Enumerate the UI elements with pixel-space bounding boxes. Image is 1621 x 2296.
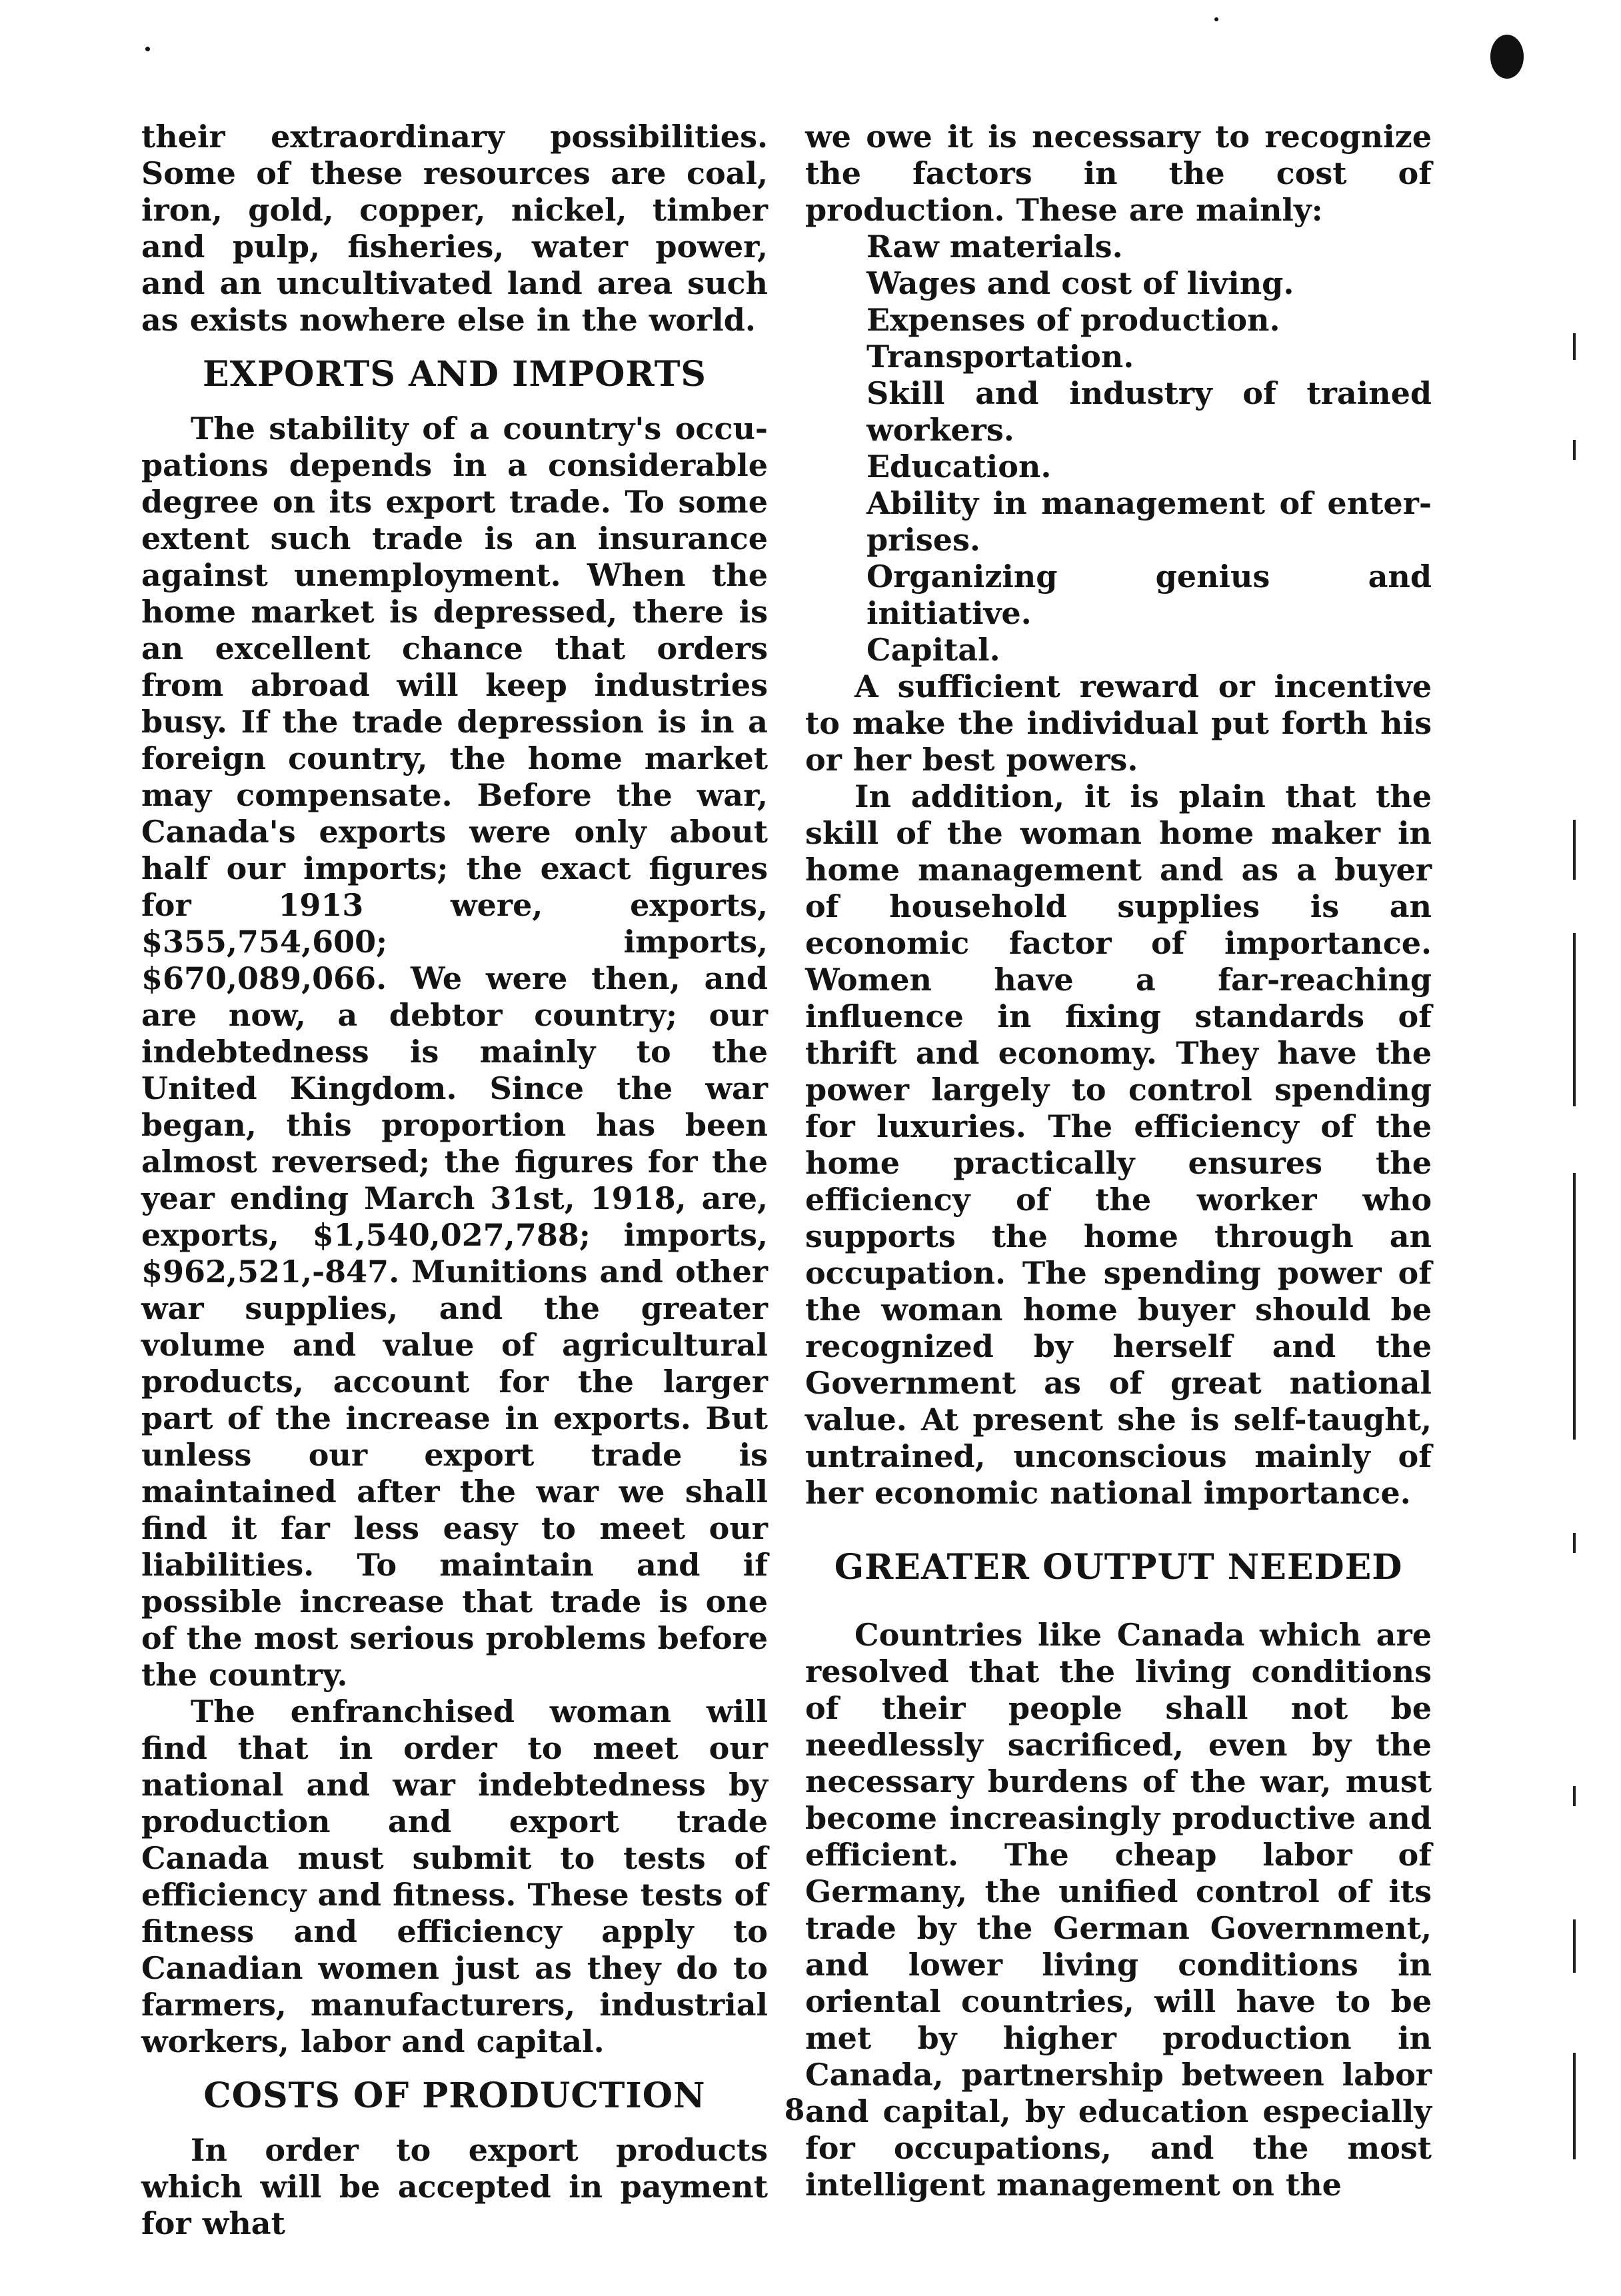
section-heading-costs-of-production: COSTS OF PRODUCTION xyxy=(203,2075,706,2116)
section-heading-exports-imports: EXPORTS AND IMPORTS xyxy=(203,354,707,395)
scan-edge-mark xyxy=(1573,933,1576,1106)
right-column xyxy=(805,119,1432,2203)
cost-factors-list xyxy=(805,229,1432,668)
paragraph: Countries like Canada which are resolved that the living conditions of their people shall not be needlessly sacrificed, even by the necessary burdens of the war, must become increasingly productive and efficient. The cheap labor of Germany, the unified control of its trade by the German Government, and lower living conditions in oriental countries, will have to be met by higher production in Canada, partnership between labor and capital, by education especially for occupations, and the most intelligent management on the xyxy=(805,1617,1432,2203)
section-heading-greater-output: GREATER OUTPUT NEEDED xyxy=(834,1547,1403,1588)
list-item: Skill and industry of trained workers. xyxy=(866,375,1432,448)
paragraph: In order to export products which will be accepted in payment for what xyxy=(141,2132,768,2241)
scan-edge-mark xyxy=(1573,2053,1576,2159)
scan-edge-mark xyxy=(1573,1786,1576,1806)
paragraph: The stability of a country's occupations depends in a considerable degree on its export trade. To some extent such trade is an insurance against unemployment. When the home market is depressed, there is an excellent chance that orders from abroad will keep industries busy. If the trade depression is in a foreign country, the home market may compensate. Before the war, Canada's exports were only about half our imports; the exact figures for 1913 were, exports, $355,754,600; imports, $670,089,066. We were then, and are now, a debtor country; our indebtedness is mainly to the United Kingdom. Since the war began, this proportion has been almost reversed; the figures for the year ending March 31st, 1918, are, exports, $1,540,027,788; imports, $962,521,-847. Munitions and other war supplies, and the greater volume and value of agricultural products, account for the larger part of the increase in exports. But unless our export trade is maintained after the war we shall find it far less easy to meet our liabilities. To maintain and if possible increase that trade is one of the most serious problems before the country. xyxy=(141,411,768,1693)
paragraph: In addition, it is plain that the skill of the woman home maker in home management and as a buyer of household supplies is an economic factor of importance. Women have a far-reaching influence in fixing standards of thrift and economy. They have the power largely to control spending for luxuries. The efficiency of the home practically ensures the efficiency of the worker who supports the home through an occupation. The spending power of the woman home buyer should be recognized by herself and the Government as of great national value. At present she is self-taught, untrained, unconscious mainly of her economic national importance. xyxy=(805,778,1432,1511)
list-item: Transportation. xyxy=(866,339,1134,375)
scan-speck xyxy=(145,47,150,51)
page-number: 8 xyxy=(784,2093,805,2127)
scan-speck xyxy=(1490,35,1524,79)
scan-edge-mark xyxy=(1573,1919,1576,1973)
paragraph: The enfranchised woman will find that in order to meet our national and war indebtedness by production and export trade Canada must submit to tests of efficiency and fitness. These tests of fitness and efficiency apply to Canadian women just as they do to farmers, manufacturers, industrial workers, labor and capital. xyxy=(141,1694,768,2059)
list-item: Capital. xyxy=(866,632,1000,668)
list-item: Education. xyxy=(866,449,1052,485)
paragraph: their extraordinary possibilities. Some of these resources are coal, iron, gold, copper, nickel, timber and pulp, fisheries, water power, and an uncultivated land area such as exists nowhere else in the world. xyxy=(141,119,768,338)
scan-edge-mark xyxy=(1573,820,1576,880)
list-item: Ability in management of enterprises. xyxy=(866,485,1432,558)
scan-edge-mark xyxy=(1573,333,1576,360)
paragraph: we owe it is necessary to recognize the factors in the cost of production. These are mainly: xyxy=(805,119,1432,228)
scan-edge-mark xyxy=(1573,1533,1576,1553)
list-item: Wages and cost of living. xyxy=(866,265,1294,301)
left-column xyxy=(141,119,768,2242)
paragraph: A sufficient reward or incentive to make the individual put forth his or her best powers. xyxy=(805,668,1432,778)
scan-speck xyxy=(1214,17,1218,21)
list-item: Organizing genius and initiative. xyxy=(866,559,1432,631)
list-item: Expenses of production. xyxy=(866,302,1280,338)
scan-edge-mark xyxy=(1573,440,1576,460)
list-item: Raw materials. xyxy=(866,229,1123,265)
scan-edge-mark xyxy=(1573,1173,1576,1440)
